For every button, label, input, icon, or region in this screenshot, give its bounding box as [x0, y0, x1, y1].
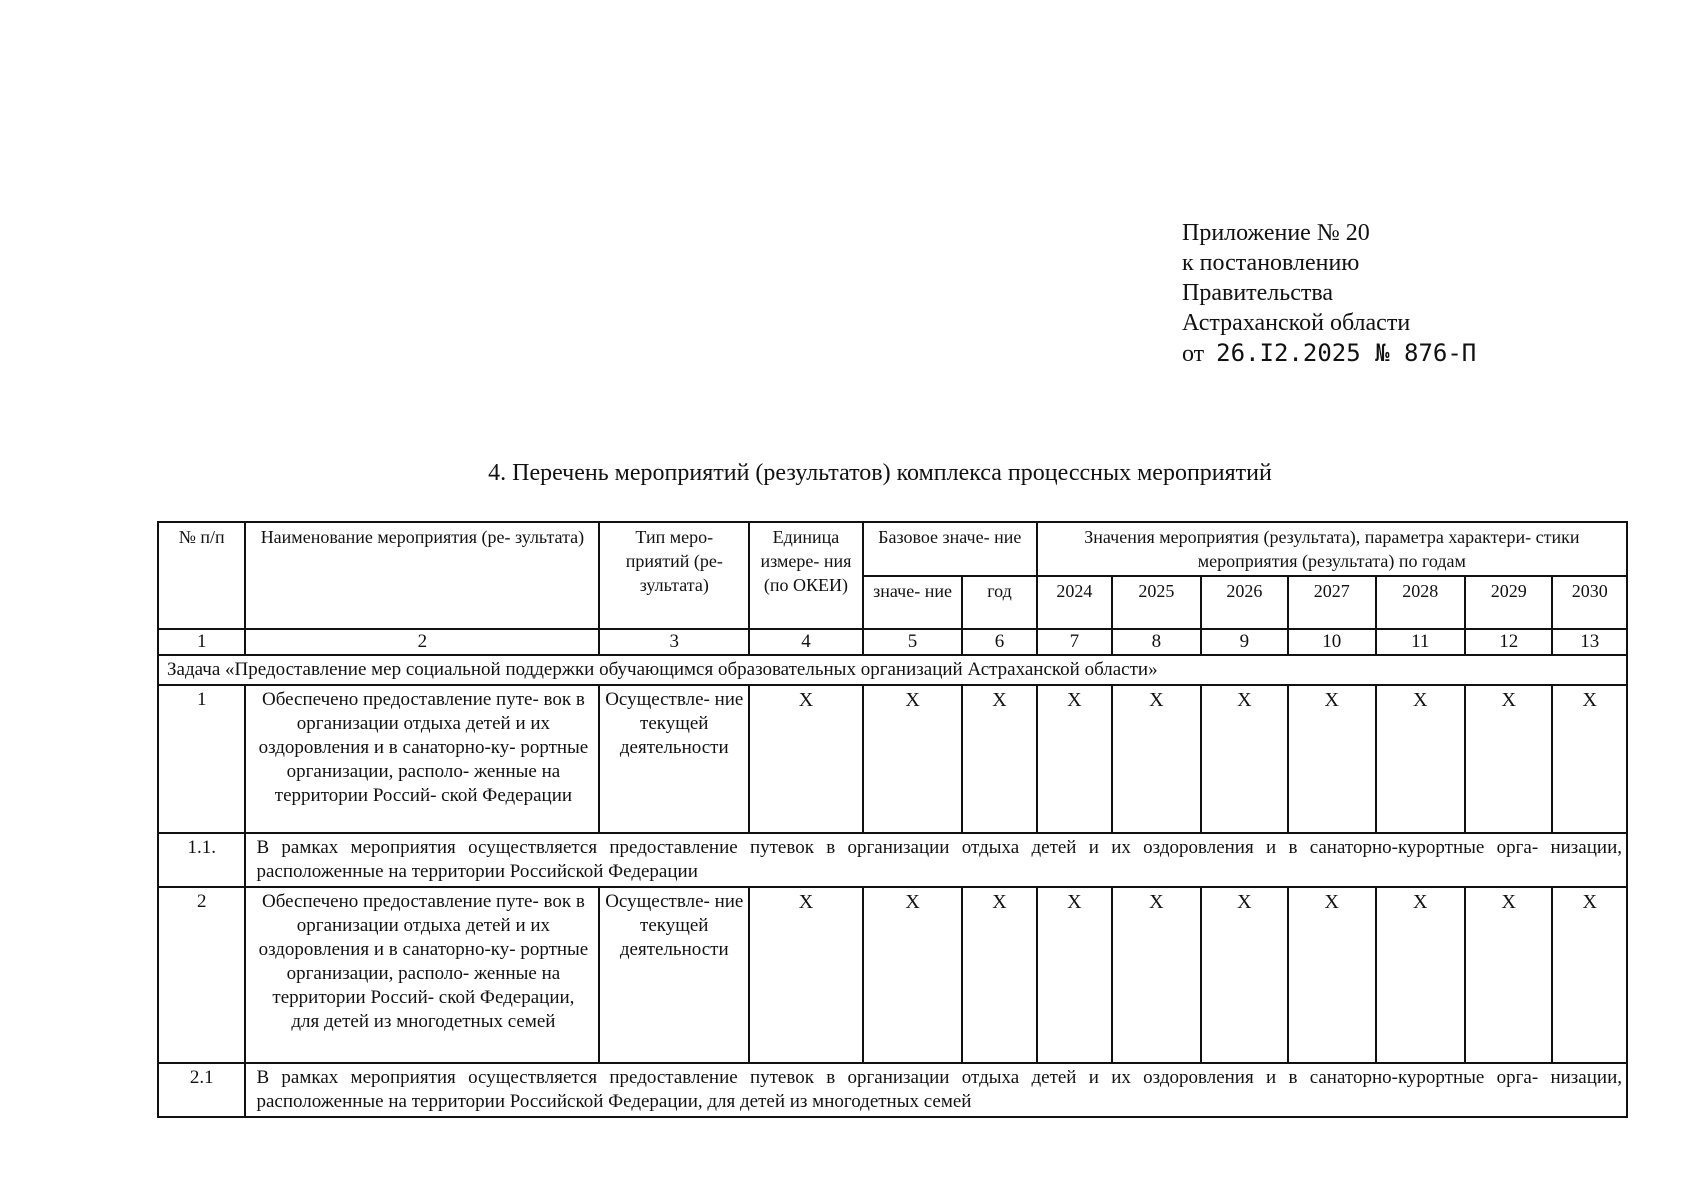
- header-base-value: значе- ние: [863, 576, 963, 629]
- header-year: 2025: [1112, 576, 1200, 629]
- measure-value-mark: X: [1376, 685, 1465, 833]
- appendix-order-line: [1182, 338, 1476, 369]
- description-row: [158, 1063, 1627, 1117]
- column-number-row: [158, 629, 1627, 655]
- measure-value-mark: X: [1376, 887, 1465, 1063]
- measure-value-mark: X: [1465, 887, 1552, 1063]
- column-number: 3: [599, 629, 749, 655]
- measure-name: Обеспечено предоставление путе- вок в организации отдыха детей и их оздоровления и в санаторно-ку- рортные организации, располо- женные на территории Россий- ской Федерации, для детей из многодетных семей: [245, 887, 599, 1063]
- measure-row: [158, 685, 1627, 833]
- column-number: 1: [158, 629, 245, 655]
- measure-value-mark: X: [1288, 887, 1375, 1063]
- measure-value-mark: X: [1288, 685, 1375, 833]
- measure-value-mark: X: [1552, 887, 1627, 1063]
- measure-value-mark: X: [1465, 685, 1552, 833]
- measure-value-mark: X: [1201, 887, 1288, 1063]
- column-number: 2: [245, 629, 599, 655]
- measure-value-mark: X: [1037, 887, 1112, 1063]
- measure-value-mark: X: [1112, 887, 1200, 1063]
- column-number: 7: [1037, 629, 1112, 655]
- measure-type: Осуществле- ние текущей деятельности: [599, 685, 749, 833]
- column-number: 12: [1465, 629, 1552, 655]
- appendix-block: [1182, 218, 1476, 369]
- header-year: 2028: [1376, 576, 1465, 629]
- appendix-line-3: Правительства: [1182, 280, 1334, 306]
- measure-value-mark: X: [749, 685, 863, 833]
- description-number: 1.1.: [158, 833, 245, 887]
- column-number: 10: [1288, 629, 1375, 655]
- measure-value-mark: X: [749, 887, 863, 1063]
- header-year: 2029: [1465, 576, 1552, 629]
- measure-number: 2: [158, 887, 245, 1063]
- column-number: 13: [1552, 629, 1627, 655]
- header-row-1: [158, 522, 1627, 576]
- order-prefix: от: [1182, 341, 1205, 367]
- header-unit: Единица измере- ния (по ОКЕИ): [749, 522, 863, 629]
- appendix-line-1: Приложение № 20: [1182, 220, 1370, 246]
- header-base: Базовое значе- ние: [863, 522, 1037, 576]
- column-number: 6: [962, 629, 1036, 655]
- header-type: Тип меро- приятий (ре- зультата): [599, 522, 749, 629]
- appendix-line-2: к постановлению: [1182, 250, 1360, 276]
- measure-type: Осуществле- ние текущей деятельности: [599, 887, 749, 1063]
- measure-value-mark: X: [1552, 685, 1627, 833]
- column-number: 4: [749, 629, 863, 655]
- order-date-number: 26.I2.2025 № 876-П: [1216, 339, 1477, 367]
- description-text: В рамках мероприятия осуществляется предоставление путевок в организации отдыха детей и их оздоровления и в санаторно-курортные орга- низации, расположенные на территории Российской Федерации: [245, 833, 1627, 887]
- measure-value-mark: X: [962, 685, 1036, 833]
- description-row: [158, 833, 1627, 887]
- task-row: [158, 655, 1627, 685]
- measure-value-mark: X: [1037, 685, 1112, 833]
- column-number: 8: [1112, 629, 1200, 655]
- description-number: 2.1: [158, 1063, 245, 1117]
- header-year: 2027: [1288, 576, 1375, 629]
- measure-value-mark: X: [1201, 685, 1288, 833]
- measure-value-mark: X: [1112, 685, 1200, 833]
- measure-number: 1: [158, 685, 245, 833]
- header-values: Значения мероприятия (результата), параметра характери- стики мероприятия (результата) по годам: [1037, 522, 1627, 576]
- header-year: 2024: [1037, 576, 1112, 629]
- task-title: Задача «Предоставление мер социальной поддержки обучающимся образовательных организаций Астраханской области»: [158, 655, 1627, 685]
- column-number: 11: [1376, 629, 1465, 655]
- measures-table: [157, 521, 1628, 1118]
- header-base-year: год: [962, 576, 1036, 629]
- measure-value-mark: X: [863, 685, 963, 833]
- column-number: 5: [863, 629, 963, 655]
- measure-name: Обеспечено предоставление путе- вок в организации отдыха детей и их оздоровления и в санаторно-ку- рортные организации, располо- женные на территории Россий- ской Федерации: [245, 685, 599, 833]
- column-number: 9: [1201, 629, 1288, 655]
- header-name: Наименование мероприятия (ре- зультата): [245, 522, 599, 629]
- header-year: 2026: [1201, 576, 1288, 629]
- header-num: № п/п: [158, 522, 245, 629]
- measure-value-mark: X: [962, 887, 1036, 1063]
- header-year: 2030: [1552, 576, 1627, 629]
- measure-row: [158, 887, 1627, 1063]
- description-text: В рамках мероприятия осуществляется предоставление путевок в организации отдыха детей и их оздоровления и в санаторно-курортные орга- низации, расположенные на территории Российской Федерации, для детей из многодетных семей: [245, 1063, 1627, 1117]
- appendix-line-4: Астраханской области: [1182, 310, 1411, 336]
- measure-value-mark: X: [863, 887, 963, 1063]
- section-title: 4. Перечень мероприятий (результатов) комплекса процессных мероприятий: [488, 460, 1272, 486]
